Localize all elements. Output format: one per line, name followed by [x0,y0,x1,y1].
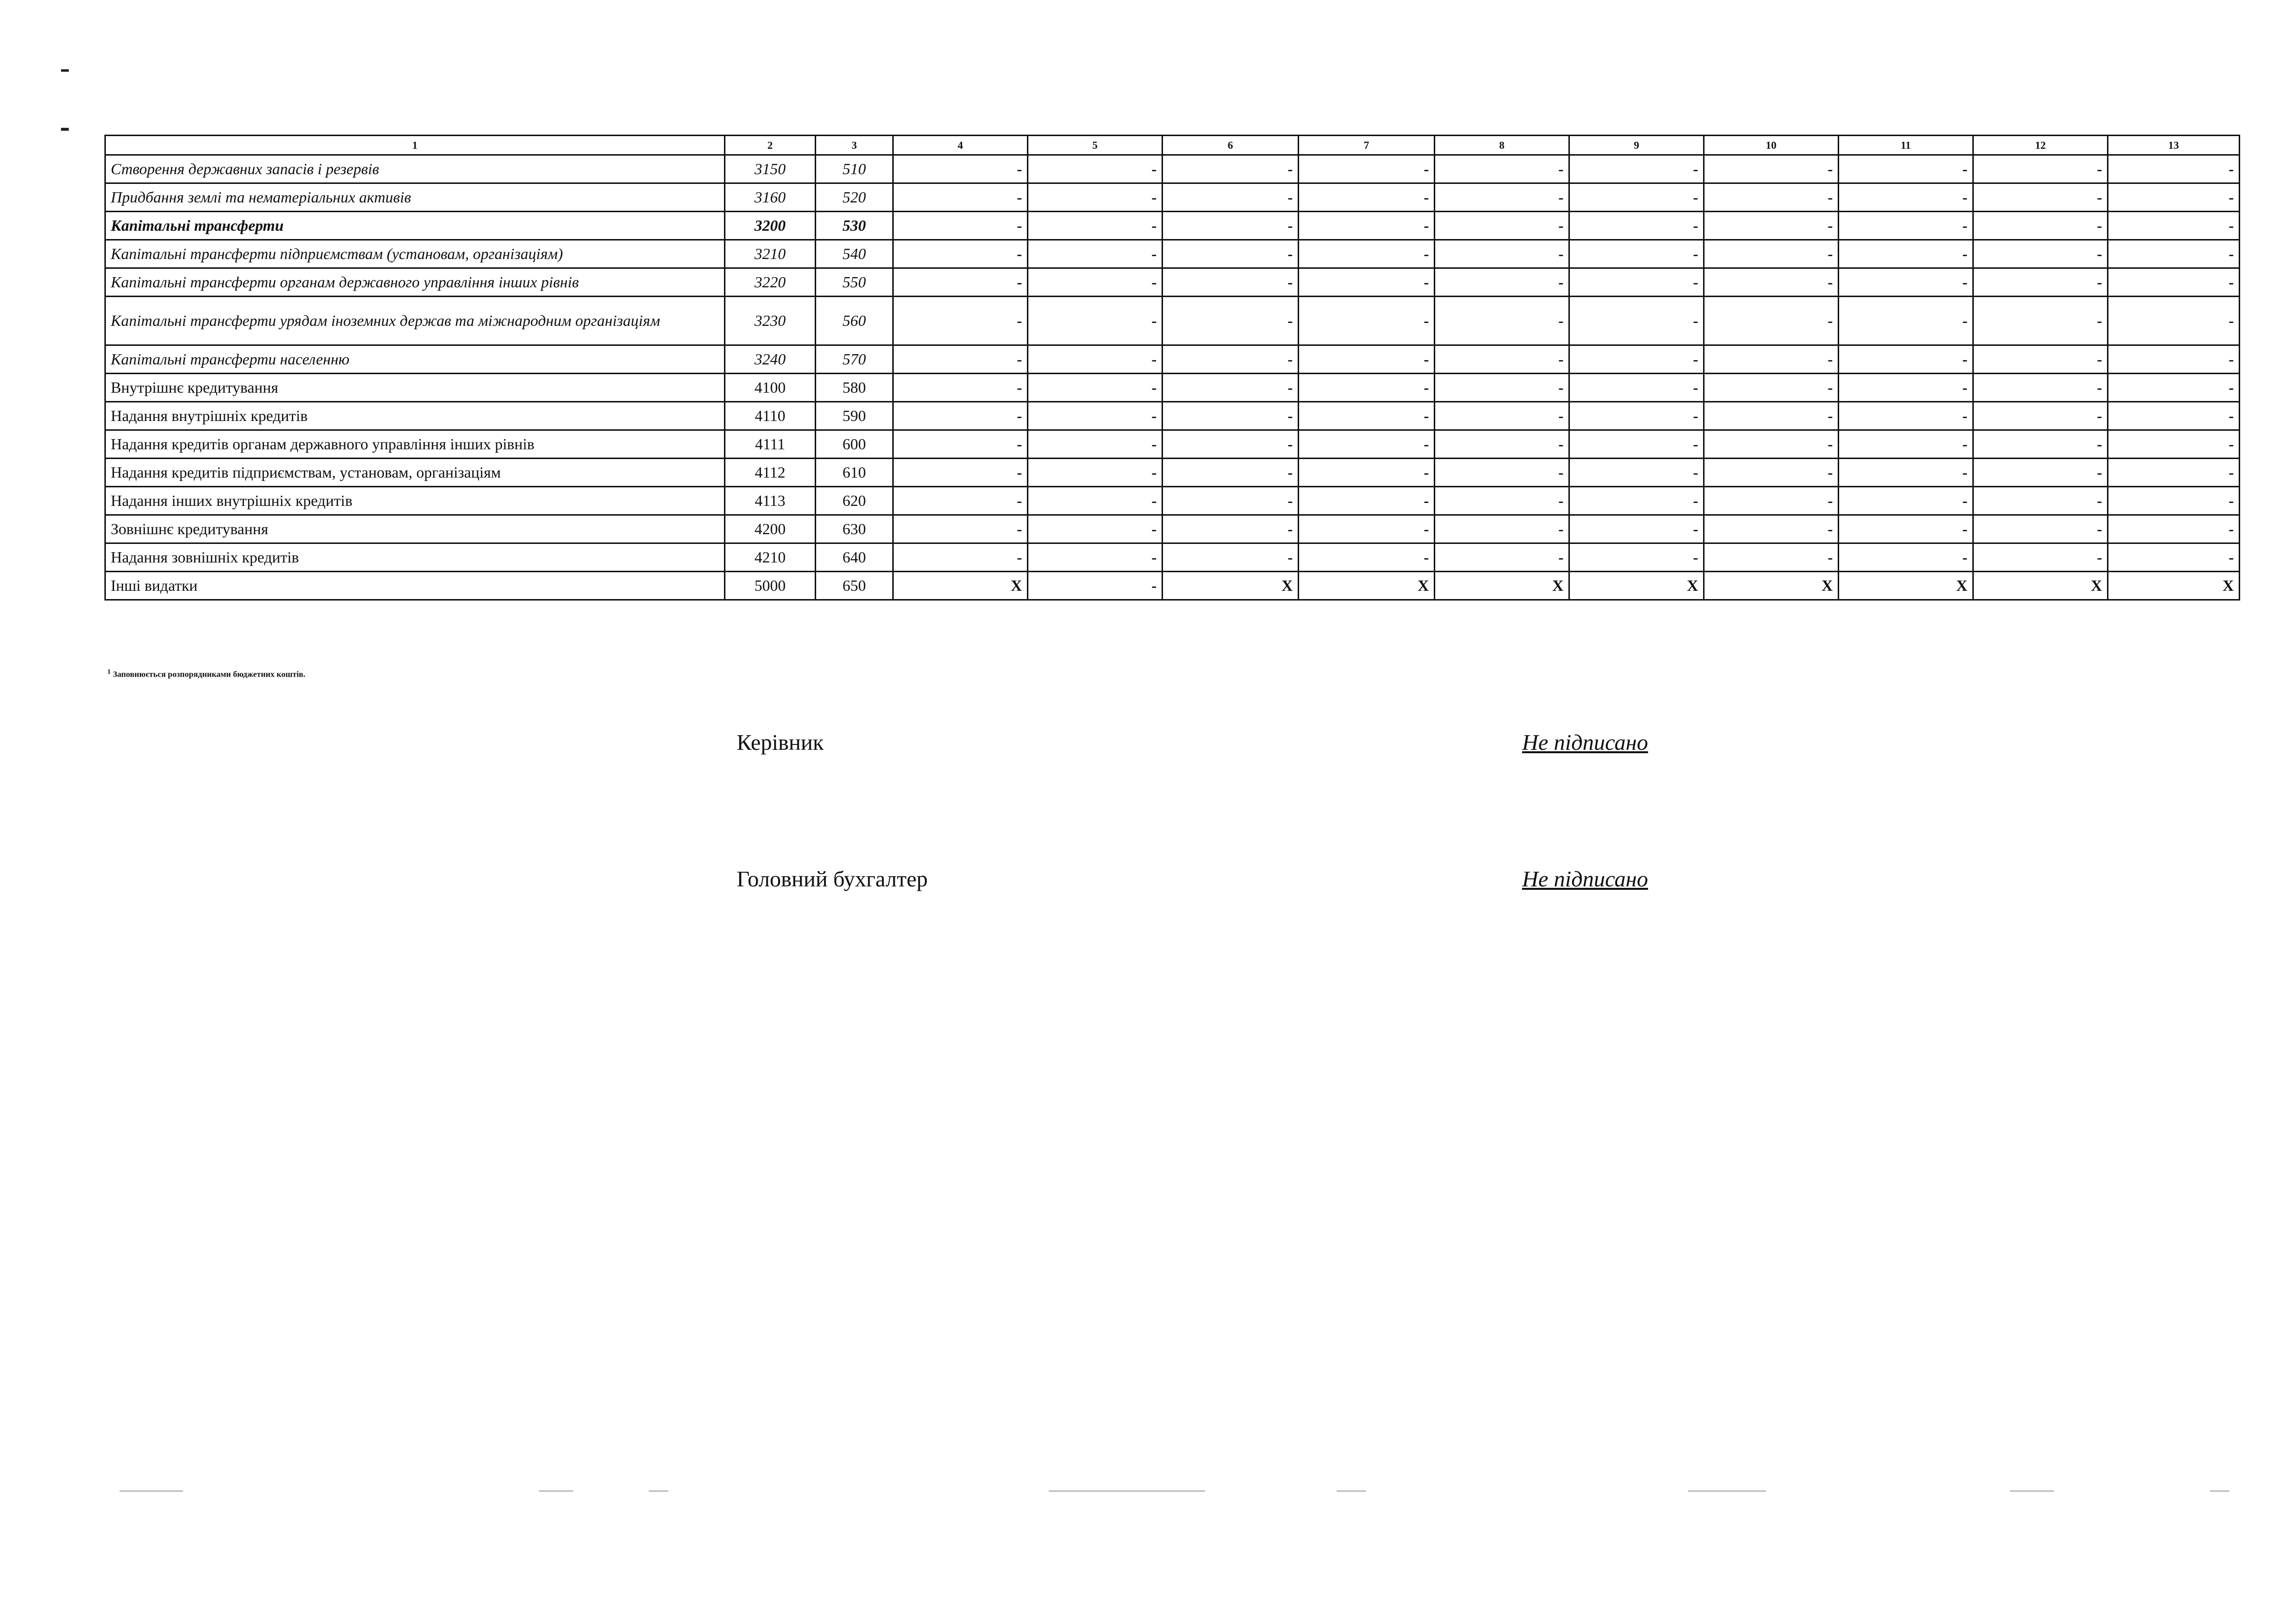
row-value-cell: - [1163,155,1299,183]
scan-mark [61,69,69,72]
row-line-code: 580 [816,374,893,402]
row-value-cell: Х [1973,572,2108,600]
header-cell: 10 [1704,136,1839,155]
row-kekv-code: 3160 [725,183,816,212]
row-value-cell: - [1299,345,1435,374]
row-value-cell: - [1163,402,1299,430]
table-row [105,240,2240,268]
row-value-cell: - [1839,240,1973,268]
row-name: Капітальні трансферти урядам іноземних держав та міжнародним організаціям [105,297,725,345]
row-value-cell: - [1839,402,1973,430]
row-value-cell: - [2108,459,2240,487]
header-cell: 12 [1973,136,2108,155]
header-cell: 13 [2108,136,2240,155]
accountant-signature-status: Не підписано [1522,866,1648,891]
table-row [105,374,2240,402]
row-value-cell: - [1163,240,1299,268]
row-value-cell: - [1435,345,1569,374]
row-value-cell: - [1028,374,1163,402]
header-cell: 6 [1163,136,1299,155]
row-value-cell: - [1299,183,1435,212]
row-value-cell: Х [1704,572,1839,600]
row-value-cell: - [1435,402,1569,430]
row-kekv-code: 3200 [725,212,816,240]
row-value-cell: - [1704,155,1839,183]
row-line-code: 610 [816,459,893,487]
row-value-cell: - [1973,487,2108,515]
row-value-cell: - [2108,297,2240,345]
row-value-cell: - [893,374,1028,402]
scan-artifact [2010,1490,2054,1492]
row-kekv-code: 3220 [725,268,816,297]
row-value-cell: - [1028,212,1163,240]
header-cell: 4 [893,136,1028,155]
row-value-cell: - [1028,487,1163,515]
row-value-cell: - [1299,430,1435,459]
row-value-cell: - [1569,212,1704,240]
table-row [105,572,2240,600]
row-line-code: 550 [816,268,893,297]
row-value-cell: - [1299,212,1435,240]
row-value-cell: - [1028,430,1163,459]
row-value-cell: Х [1435,572,1569,600]
row-kekv-code: 3150 [725,155,816,183]
row-line-code: 620 [816,487,893,515]
footnote-marker: 1 [107,668,111,676]
row-name: Внутрішнє кредитування [105,374,725,402]
table-row [105,212,2240,240]
row-value-cell: - [1569,297,1704,345]
row-value-cell: - [893,402,1028,430]
row-value-cell: - [1569,515,1704,543]
row-value-cell: - [1299,374,1435,402]
row-line-code: 640 [816,543,893,572]
row-value-cell: - [1028,240,1163,268]
row-value-cell: - [1163,212,1299,240]
row-value-cell: - [1028,402,1163,430]
row-value-cell: - [1839,183,1973,212]
row-name: Капітальні трансферти органам державного управління інших рівнів [105,268,725,297]
row-value-cell: - [1704,402,1839,430]
row-value-cell: - [1973,515,2108,543]
row-value-cell: - [1704,212,1839,240]
header-cell: 9 [1569,136,1704,155]
row-value-cell: - [1704,515,1839,543]
row-line-code: 540 [816,240,893,268]
header-cell: 8 [1435,136,1569,155]
row-value-cell: - [1839,345,1973,374]
row-value-cell: - [1569,430,1704,459]
scan-artifact [649,1490,668,1492]
scan-artifact [1049,1490,1205,1492]
row-name: Капітальні трансферти [105,212,725,240]
row-value-cell: - [1435,459,1569,487]
row-value-cell: - [1299,268,1435,297]
table-row [105,459,2240,487]
scan-artifact [2210,1490,2229,1492]
row-value-cell: - [2108,487,2240,515]
row-value-cell: - [1569,543,1704,572]
row-value-cell: - [2108,374,2240,402]
row-value-cell: - [2108,268,2240,297]
head-signature-label: Керівник [737,730,824,755]
row-value-cell: - [1163,487,1299,515]
row-value-cell: Х [1299,572,1435,600]
row-value-cell: - [1163,374,1299,402]
row-value-cell: - [1435,240,1569,268]
table-row [105,268,2240,297]
row-value-cell: - [1839,459,1973,487]
row-name: Надання кредитів підприємствам, установам, організаціям [105,459,725,487]
row-value-cell: - [1163,268,1299,297]
row-line-code: 590 [816,402,893,430]
table-row [105,543,2240,572]
row-value-cell: - [1435,515,1569,543]
row-value-cell: - [1435,268,1569,297]
row-kekv-code: 4111 [725,430,816,459]
row-value-cell: - [1973,543,2108,572]
row-value-cell: - [1973,240,2108,268]
scan-mark [61,128,69,131]
row-value-cell: - [1299,402,1435,430]
row-value-cell: - [1028,459,1163,487]
row-value-cell: - [893,297,1028,345]
row-kekv-code: 4200 [725,515,816,543]
row-name: Надання внутрішніх кредитів [105,402,725,430]
row-value-cell: - [1839,297,1973,345]
row-value-cell: - [2108,240,2240,268]
row-value-cell: - [1299,240,1435,268]
row-value-cell: Х [893,572,1028,600]
table-row [105,297,2240,345]
row-value-cell: - [1028,515,1163,543]
row-value-cell: - [1704,487,1839,515]
row-value-cell: - [1704,543,1839,572]
row-value-cell: - [1704,297,1839,345]
header-cell: 11 [1839,136,1973,155]
row-value-cell: - [1299,297,1435,345]
row-value-cell: - [1569,183,1704,212]
row-value-cell: - [1569,240,1704,268]
row-value-cell: - [1839,374,1973,402]
row-value-cell: - [893,515,1028,543]
row-value-cell: - [1569,402,1704,430]
row-value-cell: - [1704,240,1839,268]
row-value-cell: - [1435,430,1569,459]
row-name: Інші видатки [105,572,725,600]
row-value-cell: - [1973,155,2108,183]
row-value-cell: - [1973,268,2108,297]
row-value-cell: - [2108,183,2240,212]
row-line-code: 510 [816,155,893,183]
row-value-cell: - [1028,183,1163,212]
row-value-cell: - [893,459,1028,487]
row-value-cell: - [1163,183,1299,212]
row-value-cell: - [1299,543,1435,572]
row-value-cell: Х [2108,572,2240,600]
row-value-cell: - [1435,543,1569,572]
row-value-cell: - [1704,183,1839,212]
footnote-text: Заповнюється розпорядниками бюджетних коштів. [113,669,305,679]
scan-artifact [1337,1490,1366,1492]
row-value-cell: - [1569,268,1704,297]
row-name: Придбання землі та нематеріальних активів [105,183,725,212]
header-cell: 2 [725,136,816,155]
row-line-code: 650 [816,572,893,600]
header-cell: 5 [1028,136,1163,155]
row-value-cell: Х [1569,572,1704,600]
row-value-cell: - [1028,572,1163,600]
table-row [105,515,2240,543]
row-value-cell: - [2108,155,2240,183]
row-kekv-code: 4110 [725,402,816,430]
row-value-cell: Х [1839,572,1973,600]
row-value-cell: - [893,240,1028,268]
row-value-cell: - [1569,459,1704,487]
row-value-cell: - [1435,297,1569,345]
row-value-cell: - [1569,374,1704,402]
row-kekv-code: 4112 [725,459,816,487]
row-value-cell: - [893,345,1028,374]
row-name: Зовнішнє кредитування [105,515,725,543]
row-kekv-code: 3240 [725,345,816,374]
table-row [105,430,2240,459]
scan-artifact [539,1490,573,1492]
footnote [107,668,305,680]
row-value-cell: - [1163,515,1299,543]
row-line-code: 570 [816,345,893,374]
row-value-cell: Х [1163,572,1299,600]
row-name: Надання зовнішніх кредитів [105,543,725,572]
row-line-code: 600 [816,430,893,459]
row-value-cell: - [1163,345,1299,374]
row-value-cell: - [1569,487,1704,515]
row-value-cell: - [1839,212,1973,240]
row-value-cell: - [2108,543,2240,572]
row-value-cell: - [1163,297,1299,345]
row-value-cell: - [1435,155,1569,183]
head-signature-status: Не підписано [1522,730,1648,755]
table-row [105,345,2240,374]
row-value-cell: - [893,543,1028,572]
row-line-code: 630 [816,515,893,543]
row-value-cell: - [1973,212,2108,240]
row-value-cell: - [893,183,1028,212]
row-value-cell: - [1704,430,1839,459]
row-name: Створення державних запасів і резервів [105,155,725,183]
row-value-cell: - [1973,459,2108,487]
row-value-cell: - [1973,345,2108,374]
row-kekv-code: 3230 [725,297,816,345]
row-value-cell: - [1435,183,1569,212]
row-value-cell: - [1973,430,2108,459]
row-value-cell: - [1973,374,2108,402]
table-row [105,155,2240,183]
row-value-cell: - [1569,155,1704,183]
row-value-cell: - [1839,268,1973,297]
accountant-signature-label: Головний бухгалтер [737,866,928,891]
row-value-cell: - [893,430,1028,459]
row-kekv-code: 4100 [725,374,816,402]
row-value-cell: - [2108,345,2240,374]
row-value-cell: - [1973,297,2108,345]
row-value-cell: - [1163,430,1299,459]
row-value-cell: - [1704,374,1839,402]
row-value-cell: - [1299,515,1435,543]
row-value-cell: - [1299,459,1435,487]
table-row [105,402,2240,430]
scan-artifact [120,1490,183,1492]
row-line-code: 520 [816,183,893,212]
row-value-cell: - [1299,487,1435,515]
row-value-cell: - [1973,402,2108,430]
row-value-cell: - [1435,374,1569,402]
row-value-cell: - [1028,155,1163,183]
row-name: Капітальні трансферти населенню [105,345,725,374]
row-name: Капітальні трансферти підприємствам (установам, організаціям) [105,240,725,268]
row-value-cell: - [1163,543,1299,572]
row-value-cell: - [893,487,1028,515]
row-value-cell: - [1569,345,1704,374]
row-name: Надання кредитів органам державного управління інших рівнів [105,430,725,459]
row-value-cell: - [893,212,1028,240]
header-cell: 3 [816,136,893,155]
row-value-cell: - [1028,297,1163,345]
table-row [105,487,2240,515]
table-row [105,183,2240,212]
row-value-cell: - [1163,459,1299,487]
row-value-cell: - [1704,459,1839,487]
row-value-cell: - [893,155,1028,183]
row-name: Надання інших внутрішніх кредитів [105,487,725,515]
row-value-cell: - [1704,345,1839,374]
row-value-cell: - [1839,430,1973,459]
row-value-cell: - [1839,543,1973,572]
row-value-cell: - [1839,487,1973,515]
row-value-cell: - [2108,515,2240,543]
row-value-cell: - [1973,183,2108,212]
row-value-cell: - [893,268,1028,297]
row-value-cell: - [1028,345,1163,374]
row-value-cell: - [1839,155,1973,183]
scan-artifact [1688,1490,1766,1492]
row-value-cell: - [1299,155,1435,183]
expenditure-table [104,135,2240,601]
row-kekv-code: 3210 [725,240,816,268]
row-value-cell: - [2108,402,2240,430]
row-kekv-code: 4210 [725,543,816,572]
row-value-cell: - [2108,212,2240,240]
header-cell: 1 [105,136,725,155]
row-value-cell: - [1839,515,1973,543]
row-value-cell: - [1028,268,1163,297]
row-value-cell: - [2108,430,2240,459]
row-line-code: 560 [816,297,893,345]
row-value-cell: - [1028,543,1163,572]
row-value-cell: - [1435,212,1569,240]
row-kekv-code: 4113 [725,487,816,515]
row-line-code: 530 [816,212,893,240]
header-row [105,136,2240,155]
header-cell: 7 [1299,136,1435,155]
row-value-cell: - [1435,487,1569,515]
row-value-cell: - [1704,268,1839,297]
row-kekv-code: 5000 [725,572,816,600]
